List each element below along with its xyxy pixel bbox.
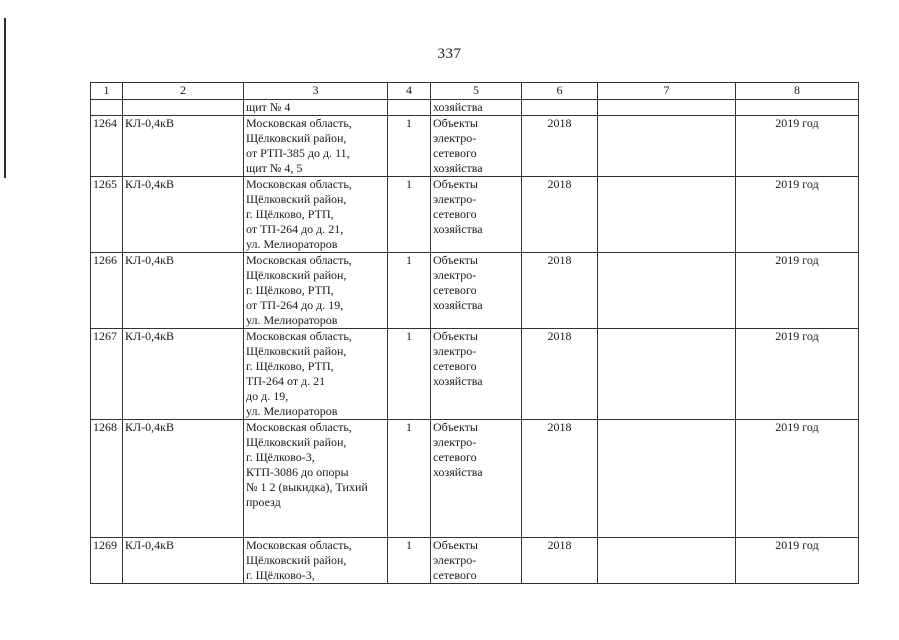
cell-object-name: КЛ-0,4кВ xyxy=(123,538,244,584)
cell-address: Московская область, Щёлковский район, г. Щёлково, РТП, ТП-264 от д. 21 до д. 19, ул. Мелиораторов xyxy=(244,329,388,420)
cell-year: 2018 xyxy=(522,253,598,329)
cell-year xyxy=(522,100,598,116)
cell-address: Московская область, Щёлковский район, г. Щёлково, РТП, от ТП-264 до д. 21, ул. Мелиораторов xyxy=(244,177,388,253)
cell-object-name xyxy=(123,100,244,116)
cell-number xyxy=(91,100,123,116)
register-table xyxy=(90,82,859,584)
cell-quantity: 1 xyxy=(388,420,431,538)
cell-column-7 xyxy=(598,253,736,329)
cell-year: 2018 xyxy=(522,538,598,584)
cell-object-name: КЛ-0,4кВ xyxy=(123,253,244,329)
cell-address: щит № 4 xyxy=(244,100,388,116)
table-row xyxy=(91,116,859,177)
header-col-6: 6 xyxy=(522,83,598,100)
header-col-2: 2 xyxy=(123,83,244,100)
cell-number: 1266 xyxy=(91,253,123,329)
cell-quantity: 1 xyxy=(388,177,431,253)
table-row xyxy=(91,329,859,420)
header-row xyxy=(91,83,859,100)
cell-number: 1267 xyxy=(91,329,123,420)
cell-address: Московская область, Щёлковский район, г. Щёлково-3, xyxy=(244,538,388,584)
cell-quantity: 1 xyxy=(388,253,431,329)
cell-completion: 2019 год xyxy=(736,116,859,177)
cell-number: 1268 xyxy=(91,420,123,538)
cell-object-type: хозяйства xyxy=(431,100,522,116)
cell-address: Московская область, Щёлковский район, от РТП-385 до д. 11, щит № 4, 5 xyxy=(244,116,388,177)
page-number: 337 xyxy=(437,46,462,62)
cell-object-type: Объекты электро- сетевого xyxy=(431,538,522,584)
cell-number: 1269 xyxy=(91,538,123,584)
table-row xyxy=(91,420,859,538)
cell-object-name: КЛ-0,4кВ xyxy=(123,177,244,253)
cell-column-7 xyxy=(598,329,736,420)
cell-object-type: Объекты электро- сетевого хозяйства xyxy=(431,116,522,177)
cell-quantity: 1 xyxy=(388,538,431,584)
header-col-1: 1 xyxy=(91,83,123,100)
header-col-4: 4 xyxy=(388,83,431,100)
cell-column-7 xyxy=(598,100,736,116)
cell-object-name: КЛ-0,4кВ xyxy=(123,420,244,538)
cell-object-type: Объекты электро- сетевого хозяйства xyxy=(431,253,522,329)
cell-object-type: Объекты электро- сетевого хозяйства xyxy=(431,420,522,538)
cell-object-name: КЛ-0,4кВ xyxy=(123,329,244,420)
cell-object-name: КЛ-0,4кВ xyxy=(123,116,244,177)
cell-year: 2018 xyxy=(522,116,598,177)
table-row xyxy=(91,538,859,584)
cell-completion: 2019 год xyxy=(736,420,859,538)
cell-completion xyxy=(736,100,859,116)
header-col-3: 3 xyxy=(244,83,388,100)
cell-column-7 xyxy=(598,420,736,538)
cell-address: Московская область, Щёлковский район, г. Щёлково-3, КТП-3086 до опоры № 1 2 (выкидка), Тихий проезд xyxy=(244,420,388,538)
cell-year: 2018 xyxy=(522,329,598,420)
cell-number: 1264 xyxy=(91,116,123,177)
header-col-5: 5 xyxy=(431,83,522,100)
header-col-8: 8 xyxy=(736,83,859,100)
cell-year: 2018 xyxy=(522,420,598,538)
cell-completion: 2019 год xyxy=(736,177,859,253)
cell-object-type: Объекты электро- сетевого хозяйства xyxy=(431,177,522,253)
header-col-7: 7 xyxy=(598,83,736,100)
cell-column-7 xyxy=(598,116,736,177)
cell-quantity xyxy=(388,100,431,116)
cell-column-7 xyxy=(598,538,736,584)
binding-margin-line xyxy=(4,18,6,178)
cell-completion: 2019 год xyxy=(736,538,859,584)
cell-year: 2018 xyxy=(522,177,598,253)
cell-quantity: 1 xyxy=(388,329,431,420)
cell-address: Московская область, Щёлковский район, г. Щёлково, РТП, от ТП-264 до д. 19, ул. Мелиораторов xyxy=(244,253,388,329)
cell-object-type: Объекты электро- сетевого хозяйства xyxy=(431,329,522,420)
cell-number: 1265 xyxy=(91,177,123,253)
cell-completion: 2019 год xyxy=(736,329,859,420)
cell-column-7 xyxy=(598,177,736,253)
table-row xyxy=(91,253,859,329)
table-row-continuation xyxy=(91,100,859,116)
table-row xyxy=(91,177,859,253)
cell-quantity: 1 xyxy=(388,116,431,177)
cell-completion: 2019 год xyxy=(736,253,859,329)
